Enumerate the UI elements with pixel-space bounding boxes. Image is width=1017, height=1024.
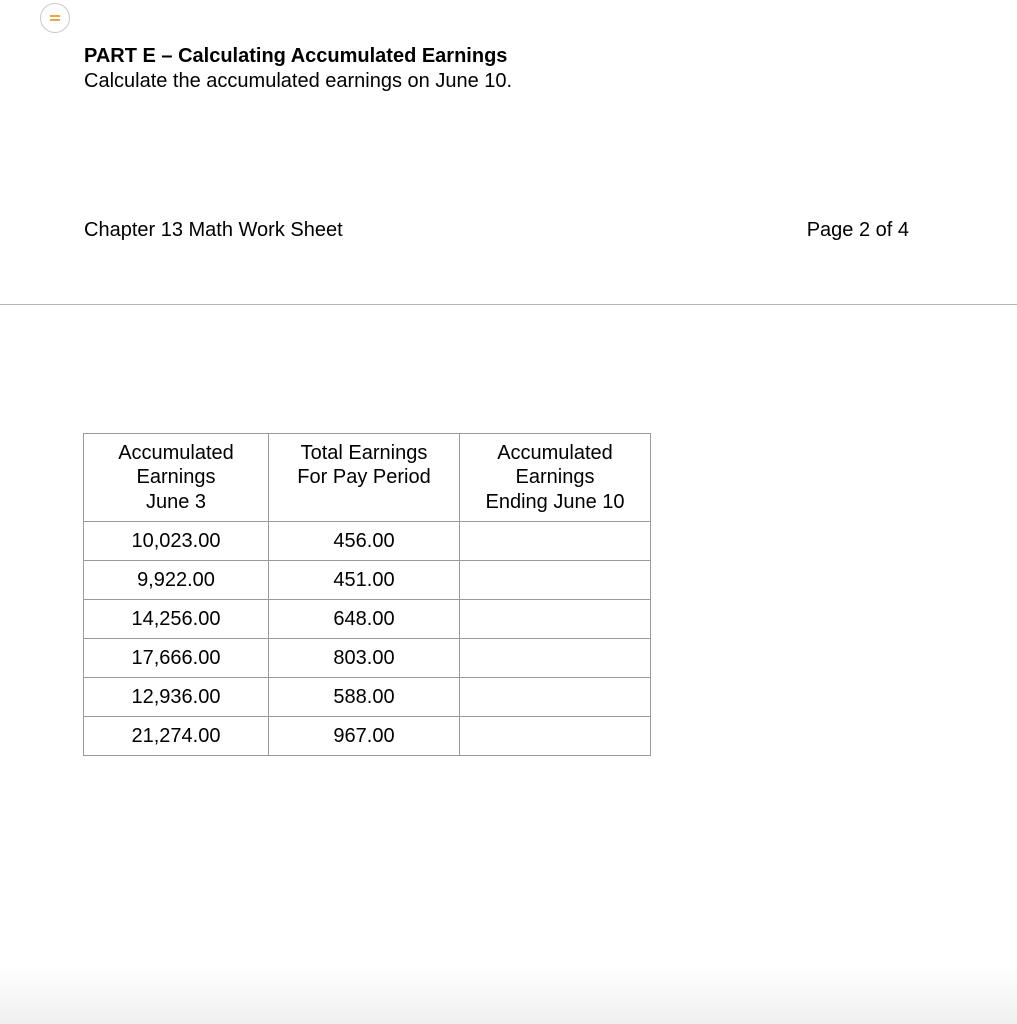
table-row xyxy=(84,522,651,561)
header-line: For Pay Period xyxy=(297,466,431,489)
header-line: Earnings xyxy=(515,466,595,489)
cell-ending-june10[interactable] xyxy=(460,522,651,561)
cell-period: 588.00 xyxy=(269,678,460,717)
page-number: Page 2 of 4 xyxy=(806,219,909,241)
table-row xyxy=(84,678,651,717)
cell-period: 967.00 xyxy=(269,717,460,756)
cell-june3: 17,666.00 xyxy=(84,639,269,678)
table-row xyxy=(84,561,651,600)
worksheet-title: Chapter 13 Math Work Sheet xyxy=(84,219,343,241)
earnings-table xyxy=(83,433,651,756)
cell-period: 456.00 xyxy=(269,522,460,561)
table-row xyxy=(84,600,651,639)
cell-ending-june10[interactable] xyxy=(460,600,651,639)
table-header-row xyxy=(84,434,651,522)
cell-period: 648.00 xyxy=(269,600,460,639)
header-line: June 3 xyxy=(145,490,207,513)
menu-button[interactable] xyxy=(40,3,70,33)
header-total-earnings xyxy=(269,434,460,522)
cell-period: 803.00 xyxy=(269,639,460,678)
cell-ending-june10[interactable] xyxy=(460,639,651,678)
cell-june3: 21,274.00 xyxy=(84,717,269,756)
bottom-shadow xyxy=(0,964,1017,1024)
header-line: Accumulated xyxy=(118,441,234,464)
header-line: Total Earnings xyxy=(300,441,428,464)
section-instruction: Calculate the accumulated earnings on June 10. xyxy=(84,70,513,92)
header-line: Earnings xyxy=(136,466,216,489)
cell-june3: 12,936.00 xyxy=(84,678,269,717)
section-title: PART E – Calculating Accumulated Earnings xyxy=(84,45,508,67)
cell-ending-june10[interactable] xyxy=(460,561,651,600)
menu-icon-line xyxy=(50,19,60,21)
cell-june3: 14,256.00 xyxy=(84,600,269,639)
table-row xyxy=(84,639,651,678)
header-line: Ending June 10 xyxy=(485,490,625,513)
cell-period: 451.00 xyxy=(269,561,460,600)
table-row xyxy=(84,717,651,756)
header-accumulated-june3 xyxy=(84,434,269,522)
header-spacer xyxy=(269,490,459,515)
cell-ending-june10[interactable] xyxy=(460,678,651,717)
cell-june3: 9,922.00 xyxy=(84,561,269,600)
header-accumulated-june10 xyxy=(460,434,651,522)
cell-ending-june10[interactable] xyxy=(460,717,651,756)
menu-icon xyxy=(50,15,60,17)
page-divider xyxy=(0,304,1017,305)
cell-june3: 10,023.00 xyxy=(84,522,269,561)
header-line: Accumulated xyxy=(497,441,613,464)
